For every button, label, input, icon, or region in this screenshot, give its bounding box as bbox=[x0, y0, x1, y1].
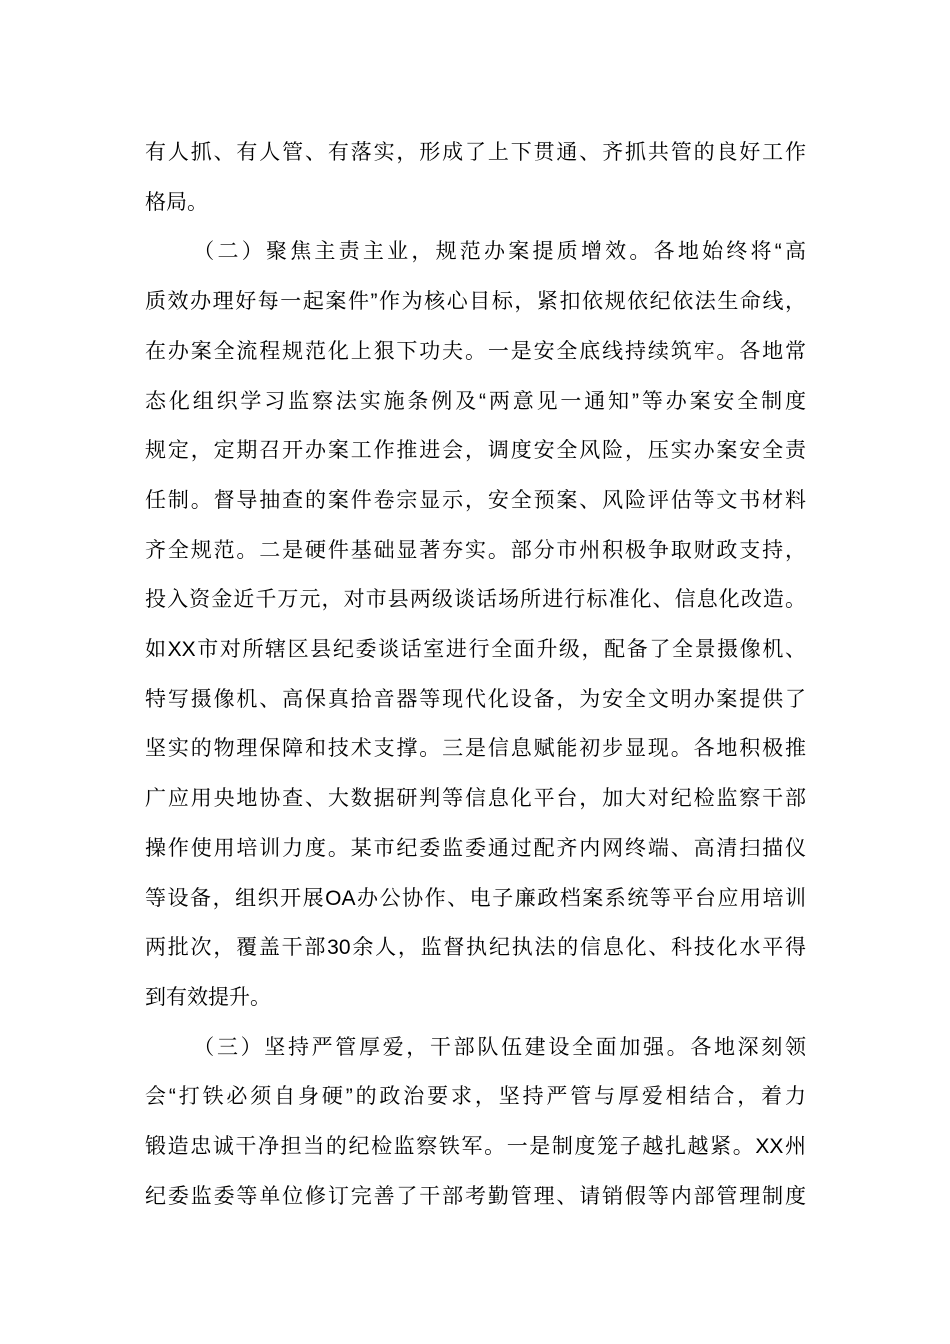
text-line: 任制。督导抽查的案件卷宗显示，安全预案、风险评估等文书材料 bbox=[145, 488, 806, 512]
text-line: 到有效提升。 bbox=[145, 985, 271, 1009]
paragraph bbox=[145, 1023, 806, 1222]
text-line: 投入资金近千万元，对市县两级谈话场所进行标准化、信息化改造。 bbox=[145, 588, 806, 612]
text-line: 质效办理好每一起案件”作为核心目标，紧扣依规依纪依法生命线， bbox=[145, 290, 806, 314]
paragraph bbox=[145, 227, 806, 1022]
text-line: （三）坚持严管厚爱，干部队伍建设全面加强。各地深刻领 bbox=[193, 1035, 806, 1059]
text-line: （二）聚焦主责主业，规范办案提质增效。各地始终将“高 bbox=[193, 240, 806, 264]
text-line: 两批次，覆盖干部30余人，监督执纪执法的信息化、科技化水平得 bbox=[145, 936, 806, 960]
text-line: 齐全规范。二是硬件基础显著夯实。部分市州积极争取财政支持， bbox=[145, 538, 806, 562]
text-line: 有人抓、有人管、有落实，形成了上下贯通、齐抓共管的良好工作 bbox=[145, 141, 806, 164]
document-body bbox=[145, 128, 806, 1221]
text-line: 纪委监委等单位修订完善了干部考勤管理、请销假等内部管理制度 bbox=[145, 1184, 806, 1208]
text-line: 在办案全流程规范化上狠下功夫。一是安全底线持续筑牢。各地常 bbox=[145, 339, 806, 363]
text-line: 特写摄像机、高保真拾音器等现代化设备，为安全文明办案提供了 bbox=[145, 687, 806, 711]
text-line: 坚实的物理保障和技术支撑。三是信息赋能初步显现。各地积极推 bbox=[145, 737, 806, 761]
text-line: 锻造忠诚干净担当的纪检监察铁军。一是制度笼子越扎越紧。XX州 bbox=[145, 1135, 806, 1159]
text-line: 等设备，组织开展OA办公协作、电子廉政档案系统等平台应用培训 bbox=[145, 886, 806, 910]
paragraph bbox=[145, 128, 806, 227]
text-line: 态化组织学习监察法实施条例及“两意见一通知”等办案安全制度 bbox=[145, 389, 806, 413]
text-line: 格局。 bbox=[145, 190, 208, 214]
text-line: 会“打铁必须自身硬”的政治要求，坚持严管与厚爱相结合，着力 bbox=[145, 1085, 806, 1109]
text-line: 操作使用培训力度。某市纪委监委通过配齐内网终端、高清扫描仪 bbox=[145, 836, 806, 860]
text-line: 规定，定期召开办案工作推进会，调度安全风险，压实办案安全责 bbox=[145, 439, 806, 463]
text-line: 广应用央地协查、大数据研判等信息化平台，加大对纪检监察干部 bbox=[145, 787, 806, 811]
text-line: 如XX市对所辖区县纪委谈话室进行全面升级，配备了全景摄像机、 bbox=[145, 638, 806, 662]
